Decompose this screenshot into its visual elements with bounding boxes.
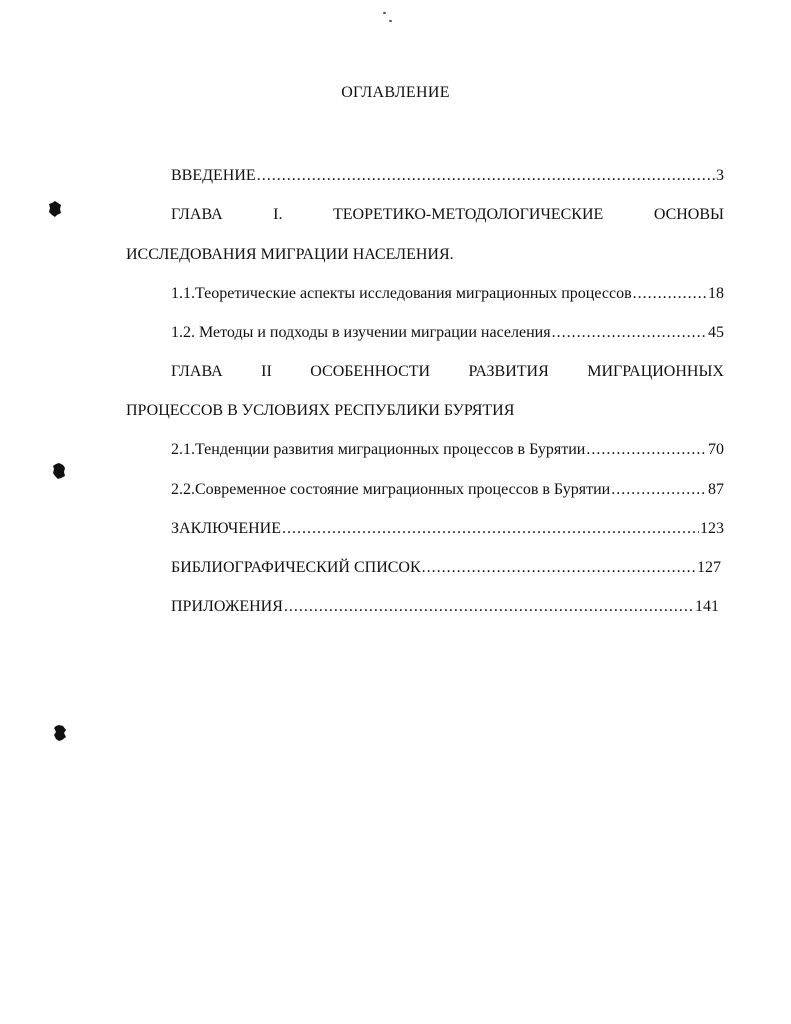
leader-dots — [422, 559, 696, 577]
scan-speck — [383, 12, 386, 14]
page-title: ОГЛАВЛЕНИЕ — [341, 84, 450, 101]
leader-dots — [586, 441, 707, 459]
toc-chapter-2-heading — [171, 363, 724, 381]
toc-entry-page: 87 — [708, 481, 724, 498]
chapter-word: I. — [273, 206, 283, 223]
chapter-word: ГЛАВА — [171, 363, 223, 380]
toc-entry-1-1 — [171, 285, 724, 303]
toc-chapter-1-heading — [171, 206, 724, 224]
toc-entry-label: ПРИЛОЖЕНИЯ — [171, 598, 283, 615]
toc-entry-page: 3 — [716, 167, 724, 184]
ink-blot-icon — [52, 462, 66, 480]
toc-entry-2-2 — [171, 481, 724, 499]
chapter-word: ОСОБЕННОСТИ — [310, 363, 431, 380]
toc-entry-page: 18 — [708, 285, 724, 302]
toc-entry-2-1 — [171, 441, 724, 459]
ink-blot-icon — [48, 200, 62, 218]
toc-entry-label: БИБЛИОГРАФИЧЕСКИЙ СПИСОК — [171, 559, 421, 576]
toc-entry-page: 70 — [708, 441, 724, 458]
chapter-word: РАЗВИТИЯ — [468, 363, 549, 380]
toc-entry-label: 1.1.Теоретические аспекты исследования миграционных процессов — [171, 285, 632, 302]
toc-entry-conclusion — [171, 520, 724, 538]
toc-chapter-2-continuation: ПРОЦЕССОВ В УСЛОВИЯХ РЕСПУБЛИКИ БУРЯТИЯ — [126, 402, 515, 419]
toc-entry-page: 45 — [708, 324, 724, 341]
chapter-word: ОСНОВЫ — [653, 206, 724, 223]
leader-dots — [611, 481, 707, 499]
leader-dots — [552, 324, 707, 342]
toc-entry-label: ЗАКЛЮЧЕНИЕ — [171, 520, 281, 537]
leader-dots — [257, 167, 715, 185]
toc-entry-label: ВВЕДЕНИЕ — [171, 167, 256, 184]
toc-entry-label: 2.1.Тенденции развития миграционных процессов в Бурятии — [171, 441, 586, 458]
toc-entry-1-2 — [171, 324, 724, 342]
toc-entry-appendix — [171, 598, 719, 616]
ink-blot-icon — [53, 724, 67, 742]
leader-dots — [284, 598, 694, 616]
leader-dots — [282, 520, 699, 538]
toc-entry-page: 127 — [697, 559, 721, 576]
chapter-word: ГЛАВА — [171, 206, 223, 223]
chapter-word: МИГРАЦИОННЫХ — [587, 363, 724, 380]
chapter-word: ТЕОРЕТИКО-МЕТОДОЛОГИЧЕСКИЕ — [333, 206, 604, 223]
toc-entry-intro — [171, 167, 724, 185]
toc-entry-page: 123 — [700, 520, 724, 537]
leader-dots — [633, 285, 707, 303]
chapter-word: II — [261, 363, 272, 380]
toc-entry-label: 1.2. Методы и подходы в изучении миграции населения — [171, 324, 551, 341]
toc-entry-label: 2.2.Современное состояние миграционных процессов в Бурятии — [171, 481, 611, 498]
toc-entry-page: 141 — [695, 598, 719, 615]
toc-entry-bibliography — [171, 559, 721, 577]
toc-chapter-1-continuation: ИССЛЕДОВАНИЯ МИГРАЦИИ НАСЕЛЕНИЯ. — [126, 246, 454, 263]
scan-speck — [389, 20, 392, 22]
